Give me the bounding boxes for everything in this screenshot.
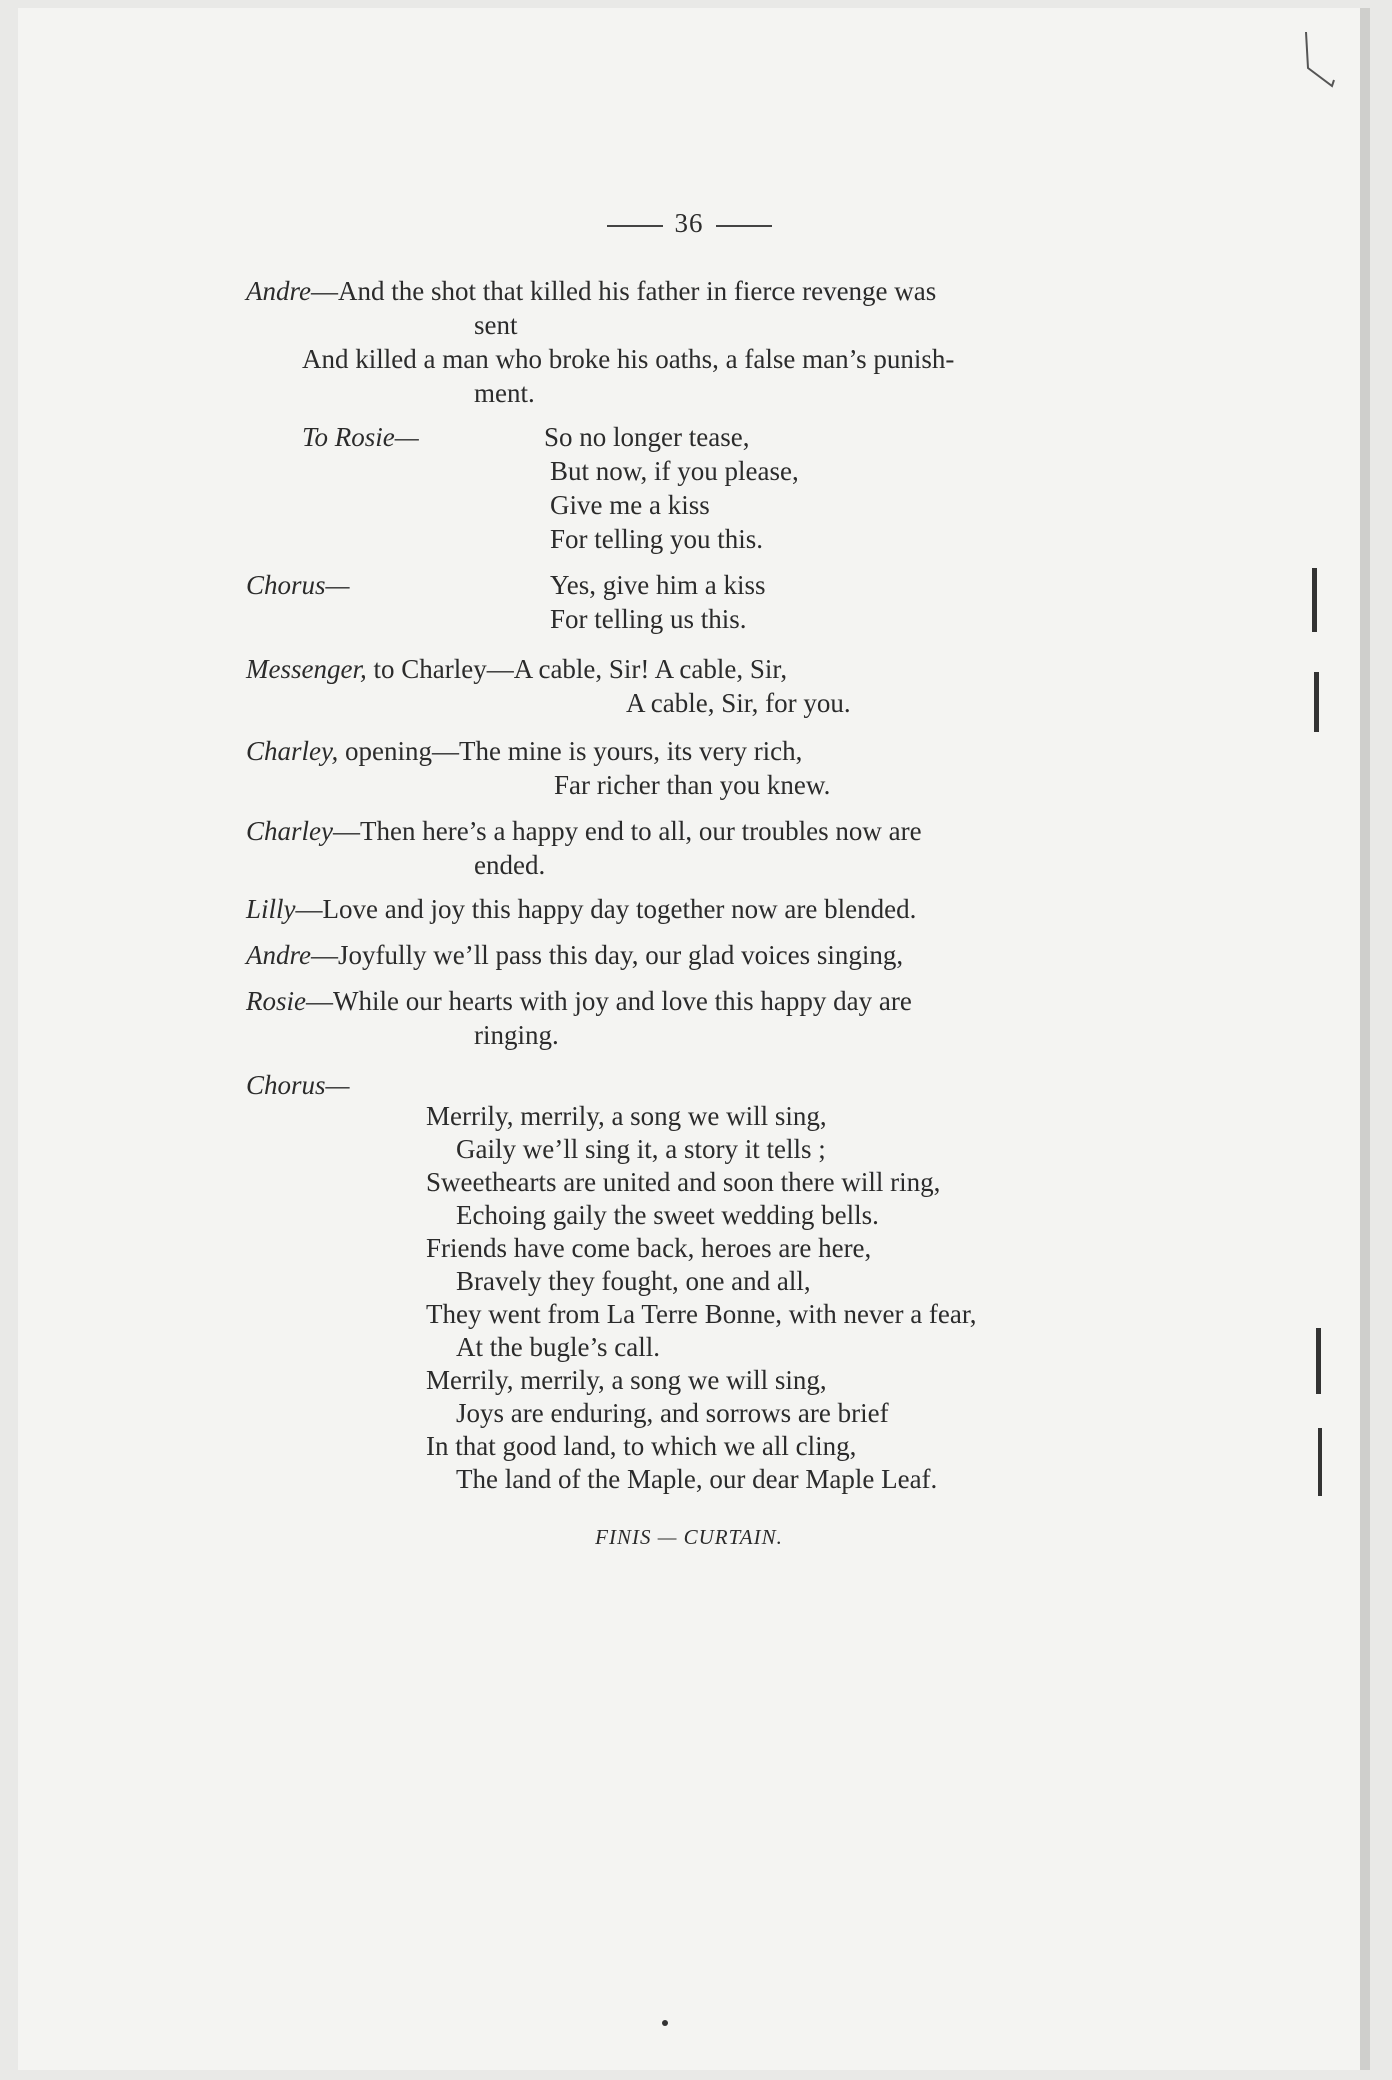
speaker-name: Charley (246, 816, 333, 846)
song-line: Merrily, merrily, a song we will sing, (426, 1365, 827, 1395)
verse-line: For telling us this. (550, 604, 747, 634)
dialogue-line (246, 938, 903, 972)
speaker-name: To Rosie— (302, 422, 419, 452)
separator: — (295, 894, 323, 924)
speaker-name: Charley, (246, 736, 339, 766)
speaker-name: Lilly (246, 894, 296, 924)
dialogue-line (246, 984, 912, 1018)
speaker-name: Andre (246, 276, 311, 306)
separator: — (306, 986, 333, 1016)
verse-line: So no longer tease, (544, 422, 750, 452)
line-continuation: ringing. (474, 1020, 559, 1050)
dash-right (716, 225, 772, 227)
song-line: They went from La Terre Bonne, with never a fear, (426, 1299, 977, 1329)
song-line: At the bugle’s call. (456, 1332, 660, 1362)
scan-mark (1312, 568, 1317, 632)
page-corner-icon (1302, 30, 1336, 90)
page-number-text: 36 (674, 208, 704, 238)
verse-line: But now, if you please, (550, 456, 799, 486)
separator: — (310, 940, 338, 970)
line-text: While our hearts with joy and love this happy day are (333, 986, 912, 1016)
song-line: Sweethearts are united and soon there will ring, (426, 1167, 941, 1197)
song-line: Merrily, merrily, a song we will sing, (426, 1101, 827, 1131)
scan-mark (1316, 1328, 1321, 1394)
line-text: Then here’s a happy end to all, our troubles now are (360, 816, 922, 846)
line-text: Joyfully we’ll pass this day, our glad voices singing, (337, 940, 904, 970)
dialogue-line (246, 892, 916, 926)
speaker-name: Andre (246, 940, 311, 970)
dialogue-line (246, 652, 787, 686)
line-continuation: sent (474, 310, 518, 340)
page-number (18, 208, 1360, 239)
book-page (18, 8, 1370, 2070)
song-line: In that good land, to which we all cling, (426, 1431, 857, 1461)
separator: — (310, 276, 338, 306)
speaker-name: Messenger, (246, 654, 367, 684)
finis-curtain: FINIS — CURTAIN. (595, 1525, 783, 1549)
dialogue-line: And killed a man who broke his oaths, a false man’s punish- (302, 344, 955, 374)
line-continuation: Far richer than you knew. (554, 770, 831, 800)
separator: — (333, 816, 360, 846)
speaker-name: Chorus— (246, 570, 350, 600)
line-continuation: A cable, Sir, for you. (626, 688, 851, 718)
scan-dot (662, 2020, 668, 2026)
line-text: opening—The mine is yours, its very rich, (338, 736, 803, 766)
chorus-song (426, 1100, 977, 1496)
song-line: Gaily we’ll sing it, a story it tells ; (456, 1134, 826, 1164)
line-text: And the shot that killed his father in fierce revenge was (337, 276, 937, 306)
scan-mark (1314, 672, 1319, 732)
speaker-name: Chorus— (246, 1070, 350, 1100)
song-line: Friends have come back, heroes are here, (426, 1233, 872, 1263)
line-text: to Charley—A cable, Sir! A cable, Sir, (366, 654, 788, 684)
song-line: Echoing gaily the sweet wedding bells. (456, 1200, 879, 1230)
line-continuation: ended. (474, 850, 546, 880)
line-text: Love and joy this happy day together now are blended. (322, 894, 917, 924)
dialogue-line (246, 274, 936, 308)
song-line: Bravely they fought, one and all, (456, 1266, 811, 1296)
scan-mark (1318, 1428, 1322, 1496)
dash-left (607, 225, 663, 227)
speaker-name: Rosie (246, 986, 306, 1016)
song-line: Joys are enduring, and sorrows are brief (456, 1398, 889, 1428)
dialogue-line (246, 814, 922, 848)
dialogue-line (246, 734, 802, 768)
verse-line: Give me a kiss (550, 490, 710, 520)
verse-line: Yes, give him a kiss (550, 570, 766, 600)
verse-line: For telling you this. (550, 524, 764, 554)
line-continuation: ment. (474, 378, 535, 408)
song-line: The land of the Maple, our dear Maple Leaf. (456, 1464, 938, 1494)
